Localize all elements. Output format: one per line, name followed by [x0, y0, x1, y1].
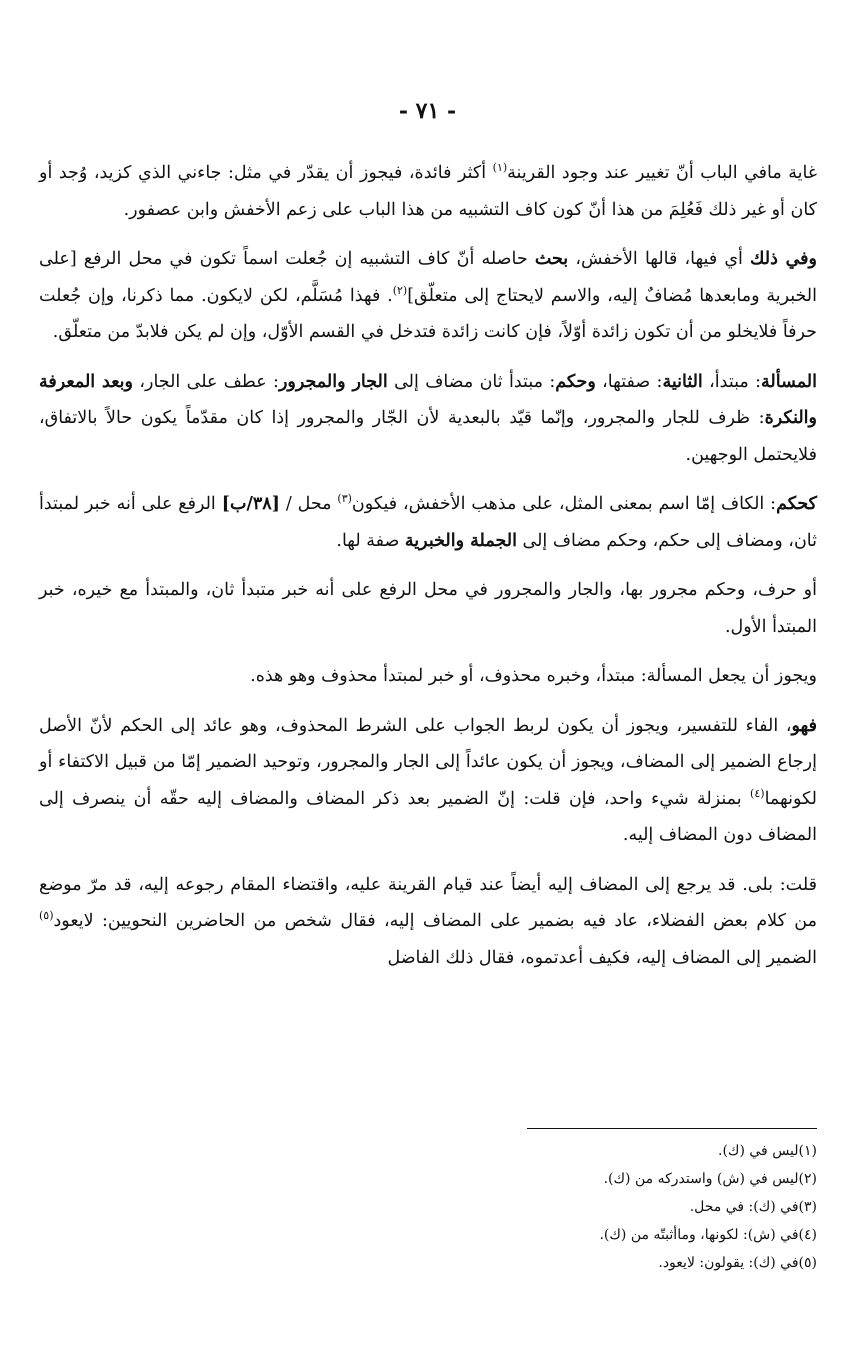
paragraph-4-text-c: الرفع على أنه خبر لمبتدأ ثان، ومضاف إلى حكم، وحكم مضاف إلى [39, 494, 817, 551]
paragraph-3-bold-5: وبعد المعرفة والنكرة [39, 371, 817, 428]
paragraph-3 [39, 364, 817, 474]
paragraph-8 [39, 867, 817, 977]
footnote-4: (٤)في (ش): لكونها، وماأثبتّه من (ك). [599, 1227, 817, 1243]
footnote-ref-4: (٤) [750, 786, 765, 800]
footnote-3: (٣)في (ك): في محل. [689, 1199, 817, 1215]
paragraph-7-text-b: بمنزلة شيء واحد، فإن قلت: إنّ الضمير بعد ذكر المضاف والمضاف إليه حقّه أن ينصرف إلى المضاف دون المضاف إليه. [39, 788, 817, 845]
paragraph-3-bold-4: الجار والمجرور [278, 371, 388, 392]
paragraph-3-bold-3: وحكم [555, 371, 596, 392]
paragraph-8-text-a: قلت: بلى. قد يرجع إلى المضاف إليه أيضاً عند قيام القرينة عليه، واقتضاء المقام رجوعه إليه، قد مرّ موضع من كلام بعض الفضلاء، عاد فيه بضمير على المضاف إليه، فقال شخص من الحاضرين النحويين: لايعود [39, 874, 817, 931]
footnote-ref-5: (٥) [39, 909, 54, 923]
paragraph-8-text-b: الضمير إلى المضاف إليه، فكيف أعدتموه، فقال ذلك الفاضل [387, 947, 817, 968]
footnote-1: (١)ليس في (ك). [718, 1143, 817, 1159]
paragraph-3-text-e: : ظرف للجار والمجرور، وإنّما قيّد بالبعدية لأن الجّار والمجرور إذا كان مقدّماً يكون حالاً بالاتفاق، فلايحتمل الوجهين. [39, 408, 817, 465]
paragraph-4-text-d: صفة لها. [336, 530, 405, 551]
paragraph-2-text-b: حاصله أنّ كاف التشبيه إن جُعلت اسماً تكون في محل الرفع [على الخبرية ومابعدها مُضافٌ إليه، والاسم لايحتاج إلى متعلّق] [39, 249, 817, 306]
paragraph-5: أو حرف، وحكم مجرور بها، والجار والمجرور في محل الرفع على أنه خبر متبدأ ثان، والمبتدأ مع خيره، خبر المبتدأ الأول. [39, 580, 817, 637]
paragraph-1-text-a: غاية مافي الباب أنّ تغيير عند وجود القرينة [507, 163, 817, 183]
footnote-divider [527, 1128, 817, 1129]
paragraph-4-text-b: محل / [279, 494, 338, 514]
paragraph-2-text-c: . فهذا مُسَلَّم، لكن لايكون. مما ذكرنا، وإن جُعلت حرفاً فلايخلو من أن تكون زائدة أوّلاً، فإن كانت زائدة فتدخل في القسم الأوّل، وإن لم يكن فلابدّ من متعلّق. [39, 285, 817, 342]
paragraph-1 [39, 155, 817, 228]
footnote-2: (٢)ليس في (ش) واستدركه من (ك). [603, 1171, 817, 1187]
footnote-ref-3: (٣) [337, 492, 352, 506]
paragraph-2-text-a: أي فيها، قالها الأخفش، [568, 249, 751, 269]
paragraph-2 [39, 241, 817, 351]
paragraph-4-lead: كحكم [776, 494, 818, 514]
manuscript-folio-marker: [٣٨/ب] [221, 494, 280, 514]
paragraph-3-lead: المسألة [761, 371, 818, 392]
paragraph-3-bold-2: الثانية [662, 371, 703, 392]
paragraph-4 [39, 486, 817, 559]
paragraph-4-bold-2: الجملة والخبرية [404, 530, 517, 551]
paragraph-7 [39, 708, 817, 854]
footnote-5: (٥)في (ك): يقولون: لايعود. [658, 1255, 817, 1271]
paragraph-3-text-b: : صفتها، [595, 371, 663, 392]
paragraph-2-lead: وفي ذلك [750, 249, 817, 269]
paragraph-3-text-a: : مبتدأ، [702, 371, 762, 392]
paragraph-7-text-a: ، الفاء للتفسير، ويجوز أن يكون لربط الجواب على الشرط المحذوف، وهو عائد إلى الحكم لأنّ الأصل إرجاع الضمير إلى المضاف، ويجوز أن يكون عائداً إلى الجار والمجرور، وتوحيد الضمير إمّا من قبيل الاكتفاء أو لكونهما [39, 715, 817, 809]
paragraph-2-bold-bahth: بحث [534, 249, 569, 269]
page-number: - ٧١ - [398, 98, 457, 124]
main-text [39, 155, 817, 989]
footnote-ref-1: (١) [492, 161, 508, 175]
paragraph-6: ويجوز أن يجعل المسألة: مبتدأ، وخبره محذوف، أو خبر لمبتدأ محذوف وهو هذه. [250, 666, 817, 686]
footnotes [397, 1137, 817, 1277]
paragraph-3-text-d: : عطف على الجار، [133, 371, 279, 392]
footnote-ref-2: (٢) [392, 283, 408, 297]
paragraph-7-lead: فهو [791, 715, 817, 736]
paragraph-4-text-a: : الكاف إمّا اسم بمعنى المثل، على مذهب الأخفش، فيكون [351, 494, 777, 514]
paragraph-3-text-c: : مبتدأ ثان مضاف إلى [387, 371, 556, 392]
paragraph-1-text-b: أكثر فائدة، فيجوز أن يقدّر في مثل: جاءني الذي كزيد، وُجد أو كان أو غير ذلك فَعُلِمَ من هذا أنّ كون كاف التشبيه من هذا الباب على زعم الأخفش وابن عصفور. [39, 163, 817, 220]
